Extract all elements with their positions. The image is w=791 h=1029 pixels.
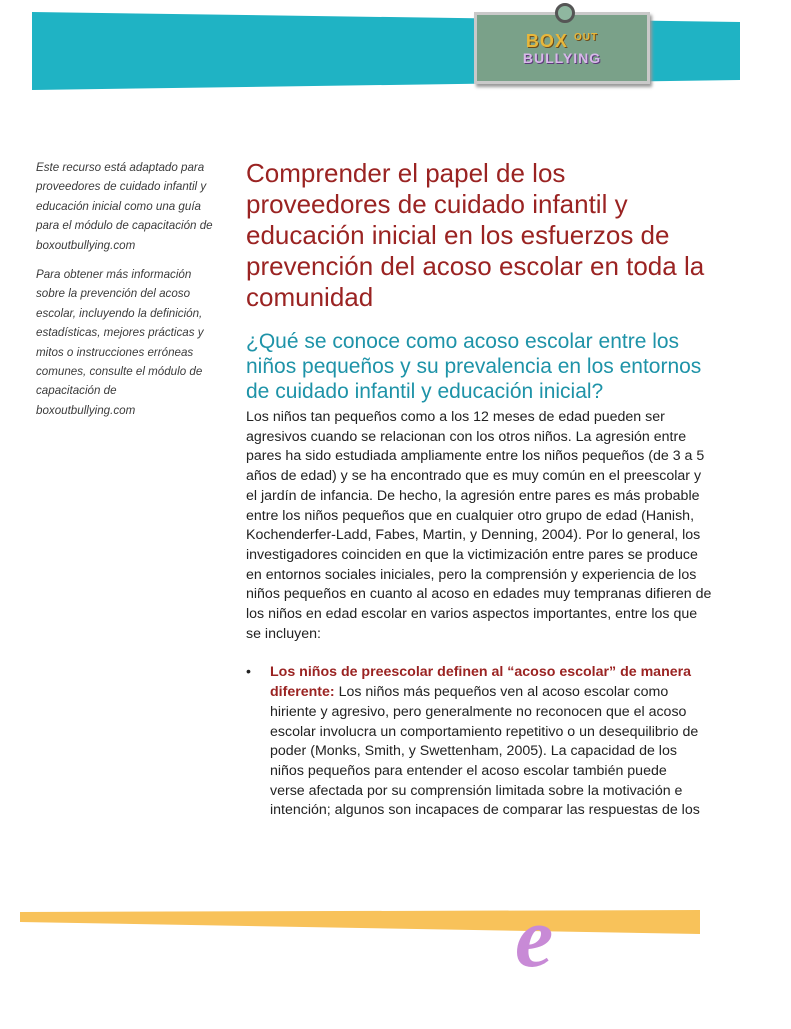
bullet-heading: Los niños de preescolar definen al “acoso escolar” de manera diferente: <box>270 664 692 701</box>
footer-decoration <box>0 900 791 1024</box>
sidebar-paragraph-2: Para obtener más información sobre la prevención del acoso escolar, incluyendo la definición, estadísticas, mejores prácticas y mitos o instrucciones erróneas comunes, consulte el módulo de capacitación de boxoutbullying.com <box>36 268 204 417</box>
sidebar-paragraph-1: Este recurso está adaptado para proveedores de cuidado infantil y educación inicial como una guía para el módulo de capacitación de boxoutbullying.com <box>36 161 213 252</box>
header-banner <box>0 0 791 110</box>
bullet-list <box>246 663 716 821</box>
body-paragraph: Los niños tan pequeños como a los 12 meses de edad pueden ser agresivos cuando se relacionan con los otros niños. La agresión entre pares ha sido estudiada ampliamente entre los niños pequeños (de 3 a 5 años de edad) y se ha encontrado que es muy común en el preescolar y el jardín de infancia. De hecho, la agresión entre pares es más probable entre los niños pequeños que en cualquier otro grupo de edad (Hanish, Kochenderfer-Ladd, Fabes, Martin, y Denning, 2004). Por lo general, los investigadores coinciden en que la victimización entre pares se produce en entornos sociales iniciales, pero la comprensión y experiencia de los niños pequeños en cuanto al acoso en edades muy tempranas difieren de los niños en edad escolar en varios aspectos importantes, entre los que se incluyen: <box>246 409 712 642</box>
logo-word-box: BOX <box>525 31 568 51</box>
orange-stripe <box>20 910 700 934</box>
section-subtitle: ¿Qué se conoce como acoso escolar entre los niños pequeños y su prevalencia en los entornos de cuidado infantil y educación inicial? <box>246 330 702 403</box>
box-out-bullying-logo <box>474 12 650 84</box>
teal-banner-shape <box>0 0 791 110</box>
bullet-text: Los niños más pequeños ven al acoso escolar como hiriente y agresivo, pero generalmente no reconocen que el acoso escolar involucra un comportamiento repetitivo o un desequilibrio de poder (Monks, Smith, y Swettenham, 2005). La capacidad de los niños pequeños para entender el acoso escolar también puede verse afectada por su comprensión limitada sobre la motivación e intención; algunos son incapaces de comparar las respuestas de los <box>270 684 700 819</box>
footer-letter-icon: e <box>515 900 554 985</box>
page-title: Comprender el papel de los proveedores de cuidado infantil y educación inicial en los esfuerzos de prevención del acoso escolar en toda la comunidad <box>246 158 705 312</box>
main-content <box>246 158 716 821</box>
bullet-marker: • <box>246 664 251 681</box>
logo-word-out: OUT <box>573 32 599 43</box>
list-item <box>246 663 700 821</box>
lock-icon <box>555 3 575 23</box>
logo-word-bullying: BULLYING <box>522 50 602 66</box>
footer-graphic <box>0 900 791 1024</box>
logo-line-box-out <box>477 31 647 52</box>
sidebar-note <box>36 158 218 430</box>
